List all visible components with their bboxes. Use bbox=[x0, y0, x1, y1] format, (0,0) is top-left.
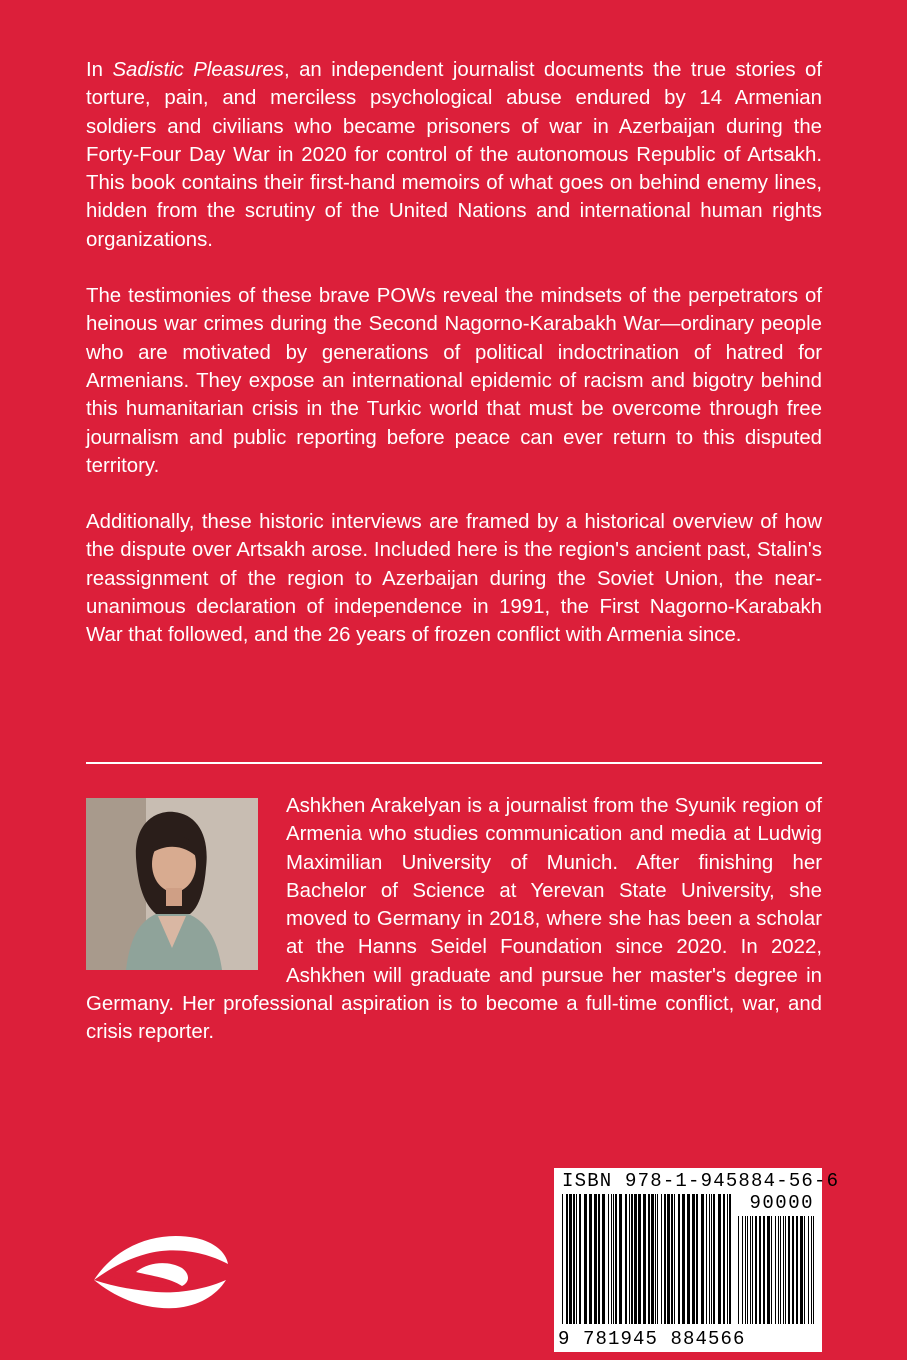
barcode-bar bbox=[780, 1216, 781, 1324]
barcode-bar bbox=[643, 1194, 646, 1324]
barcode-bar bbox=[651, 1194, 654, 1324]
barcode-bar bbox=[657, 1194, 658, 1324]
isbn-barcode bbox=[554, 1168, 840, 1352]
barcode-bar bbox=[729, 1194, 731, 1324]
barcode-bar bbox=[664, 1194, 666, 1324]
barcode-bar bbox=[611, 1194, 612, 1324]
divider bbox=[86, 762, 822, 764]
barcode-bar bbox=[608, 1194, 609, 1324]
barcode-bar bbox=[788, 1216, 790, 1324]
barcode-bar bbox=[808, 1216, 809, 1324]
blurb-p1-rest: , an independent journalist documents the true stories of torture, pain, and merciless psychological abuse endured by 14 Armenian soldiers and civilians who became prisoners of war in Azerbaijan during the Forty-Four Day War in 2020 for control of the autonomous Republic of Artsakh. This book contains their first-hand memoirs of what goes on behind enemy lines, hidden from the scrutiny of the United Nations and international human rights organizations. bbox=[86, 59, 822, 251]
barcode-bar bbox=[804, 1216, 805, 1324]
barcode-bar bbox=[785, 1216, 786, 1324]
barcode-bar bbox=[687, 1194, 690, 1324]
barcode-bar bbox=[648, 1194, 650, 1324]
barcode-bar bbox=[584, 1194, 587, 1324]
barcode-bar bbox=[579, 1194, 581, 1324]
barcode-bar bbox=[576, 1194, 577, 1324]
barcode-bar bbox=[778, 1216, 779, 1324]
barcode-bar bbox=[661, 1194, 662, 1324]
barcode-bar bbox=[763, 1216, 765, 1324]
barcode-bar bbox=[602, 1194, 605, 1324]
barcode-bar bbox=[562, 1194, 563, 1324]
barcode-bar bbox=[813, 1216, 814, 1324]
blurb-paragraph-3: Additionally, these historic interviews are framed by a historical overview of how the dispute over Artsakh arose. Included here is the region's ancient past, Stalin's reassignment of the region to Azerbaijan during the Soviet Union, the near-unanimous declaration of independence in 1991, the First Nagorno-Karabakh War that followed, and the 26 years of frozen conflict with Armenia since. bbox=[86, 511, 822, 647]
barcode-bar bbox=[631, 1194, 633, 1324]
barcode-bar bbox=[796, 1216, 798, 1324]
barcode-bar bbox=[696, 1194, 698, 1324]
ean-barcode-bars bbox=[562, 1194, 734, 1324]
barcode-bar bbox=[615, 1194, 617, 1324]
barcode-bar bbox=[745, 1216, 746, 1324]
barcode-bar bbox=[742, 1216, 743, 1324]
barcode-bar bbox=[682, 1194, 685, 1324]
back-cover-blurb bbox=[86, 56, 822, 678]
barcode-bar bbox=[738, 1216, 739, 1324]
barcode-bar bbox=[713, 1194, 715, 1324]
barcode-bar bbox=[613, 1194, 614, 1324]
barcode-bar bbox=[655, 1194, 656, 1324]
barcode-bar bbox=[625, 1194, 627, 1324]
barcode-bar bbox=[767, 1216, 770, 1324]
barcode-bar bbox=[800, 1216, 803, 1324]
barcode-bar bbox=[678, 1194, 680, 1324]
addon-barcode-bars bbox=[738, 1216, 814, 1324]
barcode-bar bbox=[747, 1216, 748, 1324]
barcode-bar bbox=[589, 1194, 592, 1324]
barcode-bar bbox=[752, 1216, 753, 1324]
barcode-bar bbox=[598, 1194, 600, 1324]
barcode-bar bbox=[783, 1216, 784, 1324]
barcode-bar bbox=[619, 1194, 622, 1324]
isbn-text: ISBN 978-1-945884-56-6 bbox=[562, 1170, 840, 1192]
blurb-p1-prefix: In bbox=[86, 59, 113, 81]
ean-digits-text: 9 781945 884566 bbox=[558, 1328, 746, 1350]
barcode-bar bbox=[723, 1194, 725, 1324]
barcode-bar bbox=[701, 1194, 704, 1324]
price-code-text: 90000 bbox=[749, 1192, 814, 1214]
barcode-bar bbox=[718, 1194, 721, 1324]
barcode-bar bbox=[755, 1216, 757, 1324]
barcode-bar bbox=[594, 1194, 597, 1324]
barcode-bar bbox=[792, 1216, 794, 1324]
barcode-bar bbox=[634, 1194, 637, 1324]
barcode-bar bbox=[569, 1194, 572, 1324]
barcode-bar bbox=[711, 1194, 712, 1324]
barcode-bar bbox=[692, 1194, 695, 1324]
author-bio bbox=[86, 792, 822, 1047]
barcode-bar bbox=[750, 1216, 751, 1324]
photo-spacer bbox=[86, 792, 286, 990]
barcode-bar bbox=[566, 1194, 568, 1324]
barcode-bar bbox=[706, 1194, 707, 1324]
barcode-bar bbox=[811, 1216, 812, 1324]
eye-logo-icon bbox=[86, 1218, 236, 1333]
barcode-bar bbox=[671, 1194, 673, 1324]
barcode-bar bbox=[638, 1194, 641, 1324]
blurb-paragraph-2: The testimonies of these brave POWs reveal the mindsets of the perpetrators of heinous war crimes during the Second Nagorno-Karabakh War—ordinary people who are motivated by generations of political indoctrination of hatred for Armenians. They expose an international epidemic of racism and bigotry behind this humanitarian crisis in the Turkic world that must be overcome through free journalism and public reporting before peace can ever return to this disputed territory. bbox=[86, 285, 822, 477]
barcode-bar bbox=[674, 1194, 675, 1324]
barcode-bar bbox=[629, 1194, 630, 1324]
barcode-bar bbox=[709, 1194, 710, 1324]
book-title: Sadistic Pleasures bbox=[112, 59, 284, 81]
barcode-bar bbox=[771, 1216, 772, 1324]
barcode-bar bbox=[573, 1194, 575, 1324]
barcode-bar bbox=[727, 1194, 728, 1324]
barcode-bar bbox=[667, 1194, 670, 1324]
barcode-bar bbox=[759, 1216, 761, 1324]
author-bio-text: Ashkhen Arakelyan is a journalist from the Syunik region of Armenia who studies communication and media at Ludwig Maximilian University of Munich. After finishing her Bachelor of Science at Yerevan State University, she moved to Germany in 2018, where she has been a scholar at the Hanns Seidel Foundation since 2020. In 2022, Ashkhen will graduate and pursue her master's degree in Germany. Her professional aspiration is to become a full-time conflict, war, and crisis reporter. bbox=[86, 795, 822, 1044]
barcode-bar bbox=[775, 1216, 776, 1324]
blurb-paragraph-1 bbox=[86, 56, 822, 254]
